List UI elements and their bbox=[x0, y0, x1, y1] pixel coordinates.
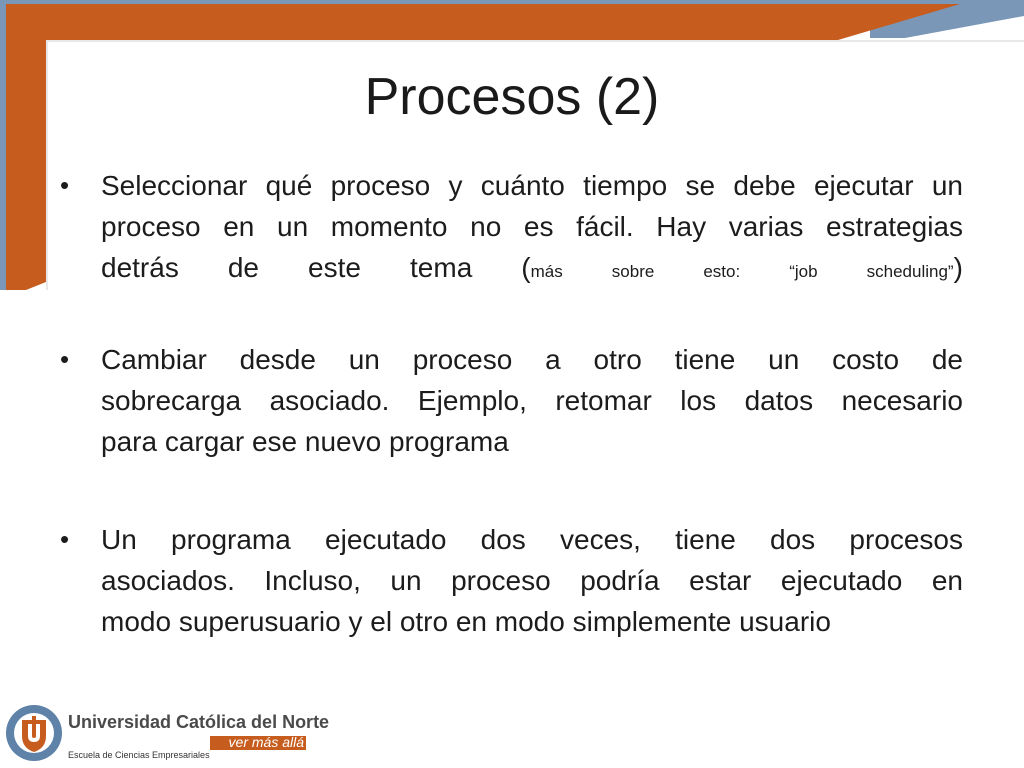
bullet-2-line-3: para cargar ese nuevo programa bbox=[101, 426, 509, 457]
note-word: “job bbox=[789, 262, 818, 281]
bullet-item-scheduling bbox=[58, 165, 963, 292]
note-word: esto: bbox=[703, 262, 741, 281]
word: detrás bbox=[101, 252, 179, 283]
note-end bbox=[867, 247, 963, 292]
bullet-3-line-2: asociados. Incluso, un proceso podría estar ejecutado en bbox=[101, 565, 963, 596]
university-seal-icon bbox=[5, 704, 63, 762]
bullet-list bbox=[58, 165, 963, 642]
slide-title: Procesos (2) bbox=[364, 68, 660, 126]
school-name: Escuela de Ciencias Empresariales bbox=[68, 750, 210, 760]
university-logo bbox=[0, 698, 330, 768]
bullet-marker: • bbox=[60, 524, 70, 554]
note-word: más bbox=[530, 262, 563, 281]
university-name: Universidad Católica del Norte bbox=[68, 712, 330, 732]
university-tagline: ver más allá bbox=[228, 734, 304, 750]
bullet-item-two-processes bbox=[58, 519, 963, 642]
bullet-1-line-3 bbox=[101, 247, 963, 292]
orange-top-band bbox=[6, 4, 960, 40]
word: de bbox=[227, 252, 260, 283]
paren-open: ( bbox=[521, 252, 531, 283]
bullet-2-line-1: Cambiar desde un proceso a otro tiene un costo de bbox=[101, 344, 963, 375]
bullet-3-line-3: modo superusuario y el otro en modo simplemente usuario bbox=[101, 606, 831, 637]
bullet-item-context-switch bbox=[58, 339, 963, 462]
note-word: sobre bbox=[611, 262, 655, 281]
note-word: scheduling” bbox=[866, 262, 954, 281]
paren-close: ) bbox=[953, 252, 963, 283]
orange-left-band bbox=[6, 4, 46, 298]
lower-left-panel bbox=[0, 290, 48, 768]
bullet-marker: • bbox=[60, 170, 70, 200]
bullet-1-line-1: Seleccionar qué proceso y cuánto tiempo se debe ejecutar un bbox=[101, 170, 963, 201]
note-start bbox=[521, 247, 562, 292]
bullet-marker: • bbox=[60, 344, 70, 374]
bullet-1-line-2: proceso en un momento no es fácil. Hay varias estrategias bbox=[101, 211, 963, 242]
bullet-2-line-2: sobrecarga asociado. Ejemplo, retomar los datos necesario bbox=[101, 385, 963, 416]
word: este bbox=[308, 252, 361, 283]
bullet-3-line-1: Un programa ejecutado dos veces, tiene dos procesos bbox=[101, 524, 963, 555]
word: tema bbox=[410, 252, 473, 283]
